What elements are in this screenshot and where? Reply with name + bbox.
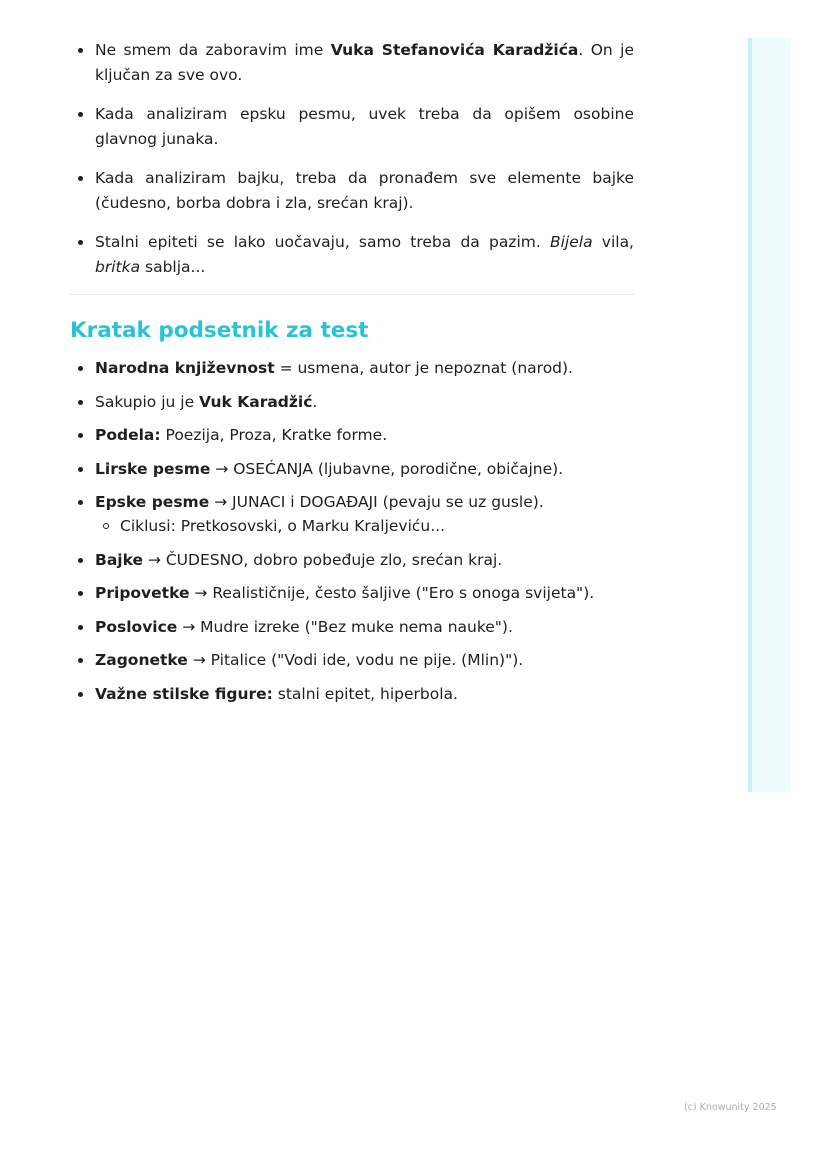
bold-text: Narodna književnost [95, 359, 275, 377]
bold-text: Vuka Stefanovića Karadžića [330, 41, 579, 59]
sub-item: Ciklusi: Pretkosovski, o Marku Kraljeviću... [95, 514, 634, 538]
italic-text: britka [95, 257, 141, 276]
sub-list [95, 514, 634, 538]
bold-text: Lirske pesme [95, 459, 211, 478]
bold-text: Epske pesme [95, 493, 210, 511]
tip-item [70, 166, 634, 215]
text-run: → Realističnije, često šaljive ("Ero s onoga svijeta"). [189, 584, 595, 602]
text-run: = usmena, autor je nepoznat (narod). [274, 359, 573, 377]
summary-item [70, 390, 634, 414]
text-run: . [312, 392, 318, 411]
text-run: Kada analiziram epsku pesmu, uvek treba da opišem osobine glavnog junaka. [95, 105, 634, 148]
bold-text: Bajke [95, 550, 143, 569]
text-run: Poezija, Proza, Kratke forme. [160, 426, 388, 444]
summary-item [70, 615, 634, 639]
summary-item [70, 682, 634, 706]
summary-item [70, 423, 634, 447]
summary-heading: Kratak podsetnik za test [70, 318, 369, 343]
text-run: Stalni epiteti se lako uočavaju, samo treba da pazim. [95, 233, 550, 251]
text-run: sablja... [140, 257, 206, 276]
text-run: vila, [592, 233, 634, 251]
text-run: . On je ključan za sve ovo. [95, 41, 635, 84]
margin-sidebar [748, 38, 791, 792]
tip-item [70, 230, 634, 279]
bold-text: Pripovetke [95, 584, 190, 602]
summary-list [70, 356, 634, 706]
tip-item [70, 102, 634, 151]
tip-item [70, 38, 634, 87]
text-run: stalni epitet, hiperbola. [272, 684, 458, 703]
bold-text: Važne stilske figure: [95, 684, 273, 703]
text-run: Sakupio ju je [95, 392, 200, 411]
italic-text: Bijela [549, 233, 593, 251]
page-content [70, 38, 634, 715]
summary-item [70, 548, 634, 572]
tips-list [70, 38, 634, 279]
summary-item [70, 648, 634, 672]
text-run: → ČUDESNO, dobro pobeđuje zlo, srećan kraj. [143, 550, 503, 569]
text-run: → JUNACI i DOGAĐAJI (pevaju se uz gusle). [209, 493, 544, 511]
bold-text: Podela: [95, 426, 161, 444]
bold-text: Zagonetke [95, 651, 188, 669]
section-divider [70, 294, 634, 295]
text-run: → Mudre izreke ("Bez muke nema nauke"). [177, 617, 513, 636]
bold-text: Vuk Karadžić [199, 392, 313, 411]
text-run: → Pitalice ("Vodi ide, vodu ne pije. (Mlin)"). [187, 651, 524, 669]
text-run: → OSEĆANJA (ljubavne, porodične, običajne). [210, 459, 564, 478]
copyright-footer: (c) Knowunity 2025 [684, 1102, 777, 1113]
summary-item [70, 356, 634, 380]
summary-item [70, 581, 634, 605]
text-run: Kada analiziram bajku, treba da pronađem sve elemente bajke (čudesno, borba dobra i zla, srećan kraj). [95, 169, 634, 212]
summary-item [70, 490, 634, 538]
summary-item [70, 457, 634, 481]
bold-text: Poslovice [95, 617, 178, 636]
text-run: Ne smem da zaboravim ime [95, 41, 331, 59]
